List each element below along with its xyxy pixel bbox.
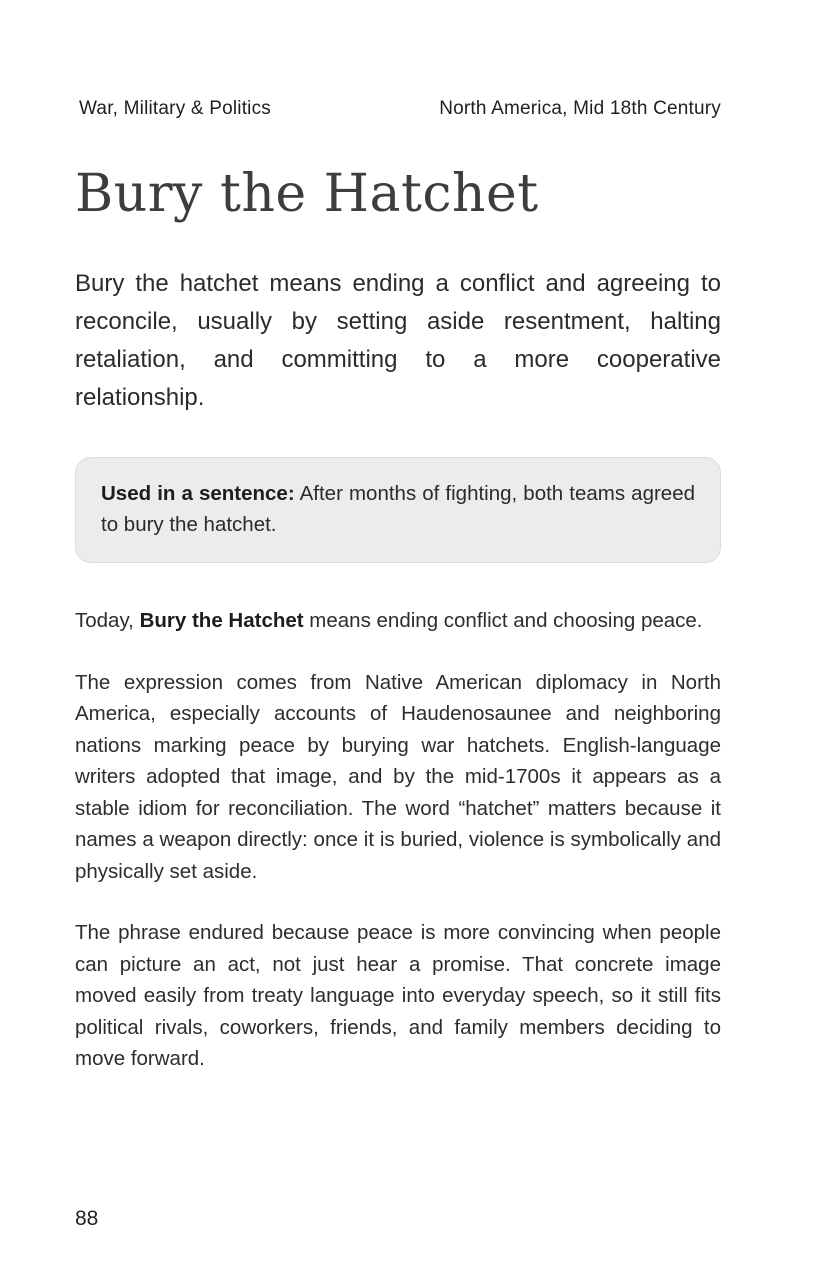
meaning-today-paragraph [75, 605, 721, 637]
page-number: 88 [75, 1207, 99, 1230]
example-label: Used in a sentence: [101, 482, 295, 506]
example-sentence-box [75, 457, 721, 563]
meaning-today-prefix: Today, [75, 609, 140, 633]
page-title: Bury the Hatchet [75, 164, 539, 224]
definition-paragraph: Bury the hatchet means ending a conflict and agreeing to reconcile, usually by setting aside resentment, halting retaliation, and committing to a more cooperative relationship. [75, 270, 721, 412]
page-header [75, 98, 721, 120]
page-content [75, 0, 721, 1105]
category-label: War, Military & Politics [79, 98, 272, 119]
body-copy [75, 605, 721, 1075]
endurance-paragraph: The phrase endured because peace is more convincing when people can picture an act, not just hear a promise. That concrete image moved easily from treaty language into everyday speech, so it still fits political rivals, coworkers, friends, and family members deciding to move forward. [75, 921, 721, 1071]
idiom-bold: Bury the Hatchet [139, 609, 304, 633]
origin-label: North America, Mid 18th Century [439, 98, 721, 119]
example-sentence: After months of fighting, both teams agreed to bury the hatchet. [101, 482, 695, 537]
meaning-today-suffix: means ending conflict and choosing peace. [303, 609, 703, 633]
origin-paragraph: The expression comes from Native American diplomacy in North America, especially accounts of Haudenosaunee and neighboring nations marking peace by burying war hatchets. English-language writers adopted that image, and by the mid-1700s it appears as a stable idiom for reconciliation. The word “hatchet” matters because it names a weapon directly: once it is buried, violence is symbolically and physically set aside. [75, 670, 721, 883]
